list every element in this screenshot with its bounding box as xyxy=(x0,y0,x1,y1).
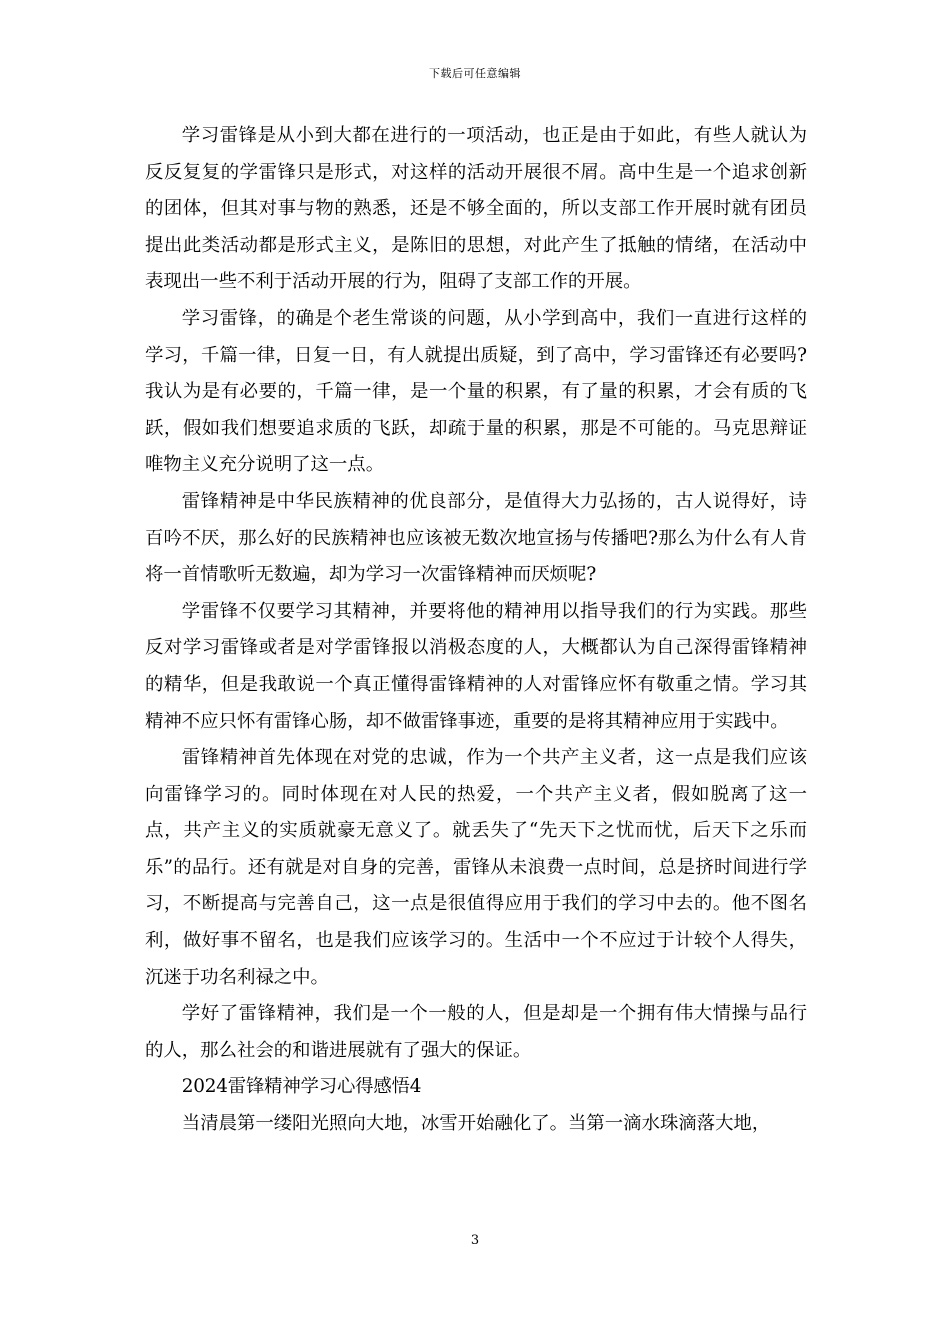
page-number: 3 xyxy=(470,1233,480,1248)
paragraph-7: 当清晨第一缕阳光照向大地，冰雪开始融化了。当第一滴水珠滴落大地， xyxy=(181,1113,771,1135)
paragraph-3: 雷锋精神是中华民族精神的优良部分，是值得大力弘扬的，古人说得好，诗百吟不厌，那么好的民族精神也应该被无数次地宣扬与传播吧?那么为什么有人肯将一首情歌听无数遍，却为学习一次雷锋精神而厌烦呢? xyxy=(145,490,807,586)
paragraph-5: 雷锋精神首先体现在对党的忠诚，作为一个共产主义者，这一点是我们应该向雷锋学习的。同时体现在对人民的热爱，一个共产主义者，假如脱离了这一点，共产主义的实质就豪无意义了。就丢失了“先天下之忧而忧，后天下之乐而乐”的品行。还有就是对自身的完善，雷锋从未浪费一点时间，总是挤时间进行学习，不断提高与完善自己，这一点是很值得应用于我们的学习中去的。他不图名利，做好事不留名，也是我们应该学习的。生活中一个不应过于计较个人得失，沉迷于功名利禄之中。 xyxy=(145,747,807,988)
section-heading: 2024雷锋精神学习心得感悟4 xyxy=(181,1076,422,1098)
paragraph-6: 学好了雷锋精神，我们是一个一般的人，但是却是一个拥有伟大情操与品行的人，那么社会的和谐进展就有了强大的保证。 xyxy=(145,1003,807,1061)
paragraph-1: 学习雷锋是从小到大都在进行的一项活动，也正是由于如此，有些人就认为反反复复的学雷锋只是形式，对这样的活动开展很不屑。高中生是一个追求创新的团体，但其对事与物的熟悉，还是不够全面的，所以支部工作开展时就有团员提出此类活动都是形式主义，是陈旧的思想，对此产生了抵触的情绪，在活动中表现出一些不利于活动开展的行为，阻碍了支部工作的开展。 xyxy=(145,125,807,293)
paragraph-2: 学习雷锋，的确是个老生常谈的问题，从小学到高中，我们一直进行这样的学习，千篇一律，日复一日，有人就提出质疑，到了高中，学习雷锋还有必要吗?我认为是有必要的，千篇一律，是一个量的积累，有了量的积累，才会有质的飞跃，假如我们想要追求质的飞跃，却疏于量的积累，那是不可能的。马克思辩证唯物主义充分说明了这一点。 xyxy=(145,307,807,476)
document-body xyxy=(145,118,807,1143)
paragraph-4: 学雷锋不仅要学习其精神，并要将他的精神用以指导我们的行为实践。那些反对学习雷锋或者是对学雷锋报以消极态度的人，大概都认为自己深得雷锋精神的精华，但是我敢说一个真正懂得雷锋精神的人对雷锋应怀有敬重之情。学习其精神不应只怀有雷锋心肠，却不做雷锋事迹，重要的是将其精神应用于实践中。 xyxy=(145,600,807,732)
header-note: 下载后可任意编辑 xyxy=(429,67,521,80)
